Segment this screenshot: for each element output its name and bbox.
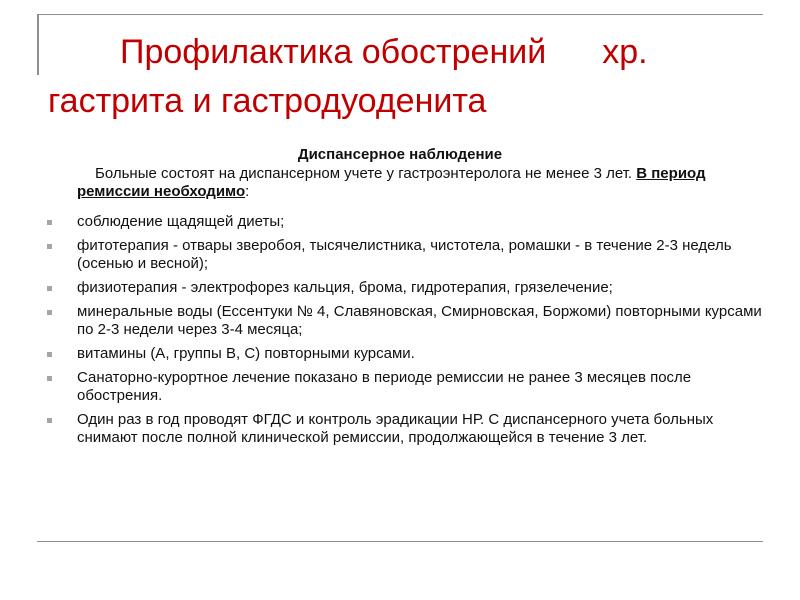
bullet-item xyxy=(43,303,771,339)
bullet-item xyxy=(43,213,771,231)
square-bullet-icon xyxy=(47,244,52,249)
bullet-text: Один раз в год проводят ФГДС и контроль эрадикации НР. С диспансерного учета больных снимают после полной клинической ремиссии, продолжающейся в течение 3 лет. xyxy=(77,411,714,446)
bullet-text: минеральные воды (Ессентуки № 4, Славяновская, Смирновская, Боржоми) повторными курсами по 2-3 недели через 3-4 месяца; xyxy=(77,303,762,338)
bullet-item xyxy=(43,279,771,297)
intro-colon: : xyxy=(245,183,250,200)
square-bullet-icon xyxy=(47,376,52,381)
subheading: Диспансерное наблюдение xyxy=(297,146,503,163)
title-line-2: гастрита и гастродуоденита xyxy=(48,82,487,120)
frame-line-bottom xyxy=(37,541,763,542)
bullet-text: физиотерапия - электрофорез кальция, брома, гидротерапия, грязелечение; xyxy=(77,279,613,296)
title-part-2: хр. xyxy=(602,33,648,71)
intro-emphasis: В период ремиссии необходимо xyxy=(77,165,706,200)
square-bullet-icon xyxy=(47,352,52,357)
bullet-item xyxy=(43,345,771,363)
intro-text: Больные состоят на диспансерном учете у гастроэнтеролога не менее 3 лет. xyxy=(95,165,637,182)
square-bullet-icon xyxy=(47,418,52,423)
bullet-item xyxy=(43,237,771,273)
frame-line-left xyxy=(37,14,39,75)
bullet-list xyxy=(43,213,771,453)
title-part-1: Профилактика обострений xyxy=(120,33,547,71)
square-bullet-icon xyxy=(47,220,52,225)
bullet-text: фитотерапия - отвары зверобоя, тысячелистника, чистотела, ромашки - в течение 2-3 недель (осенью и весной); xyxy=(77,237,732,272)
square-bullet-icon xyxy=(47,286,52,291)
bullet-text: витамины (А, группы В, С) повторными курсами. xyxy=(77,345,415,362)
title-line-1 xyxy=(48,28,768,77)
bullet-item xyxy=(43,369,771,405)
frame-line-top xyxy=(37,14,763,15)
bullet-text: соблюдение щадящей диеты; xyxy=(77,213,285,230)
bullet-text: Санаторно-курортное лечение показано в периоде ремиссии не ранее 3 месяцев после обострения. xyxy=(77,369,692,404)
slide-title xyxy=(48,28,768,126)
bullet-item xyxy=(43,411,771,447)
square-bullet-icon xyxy=(47,310,52,315)
intro-paragraph xyxy=(77,165,767,201)
